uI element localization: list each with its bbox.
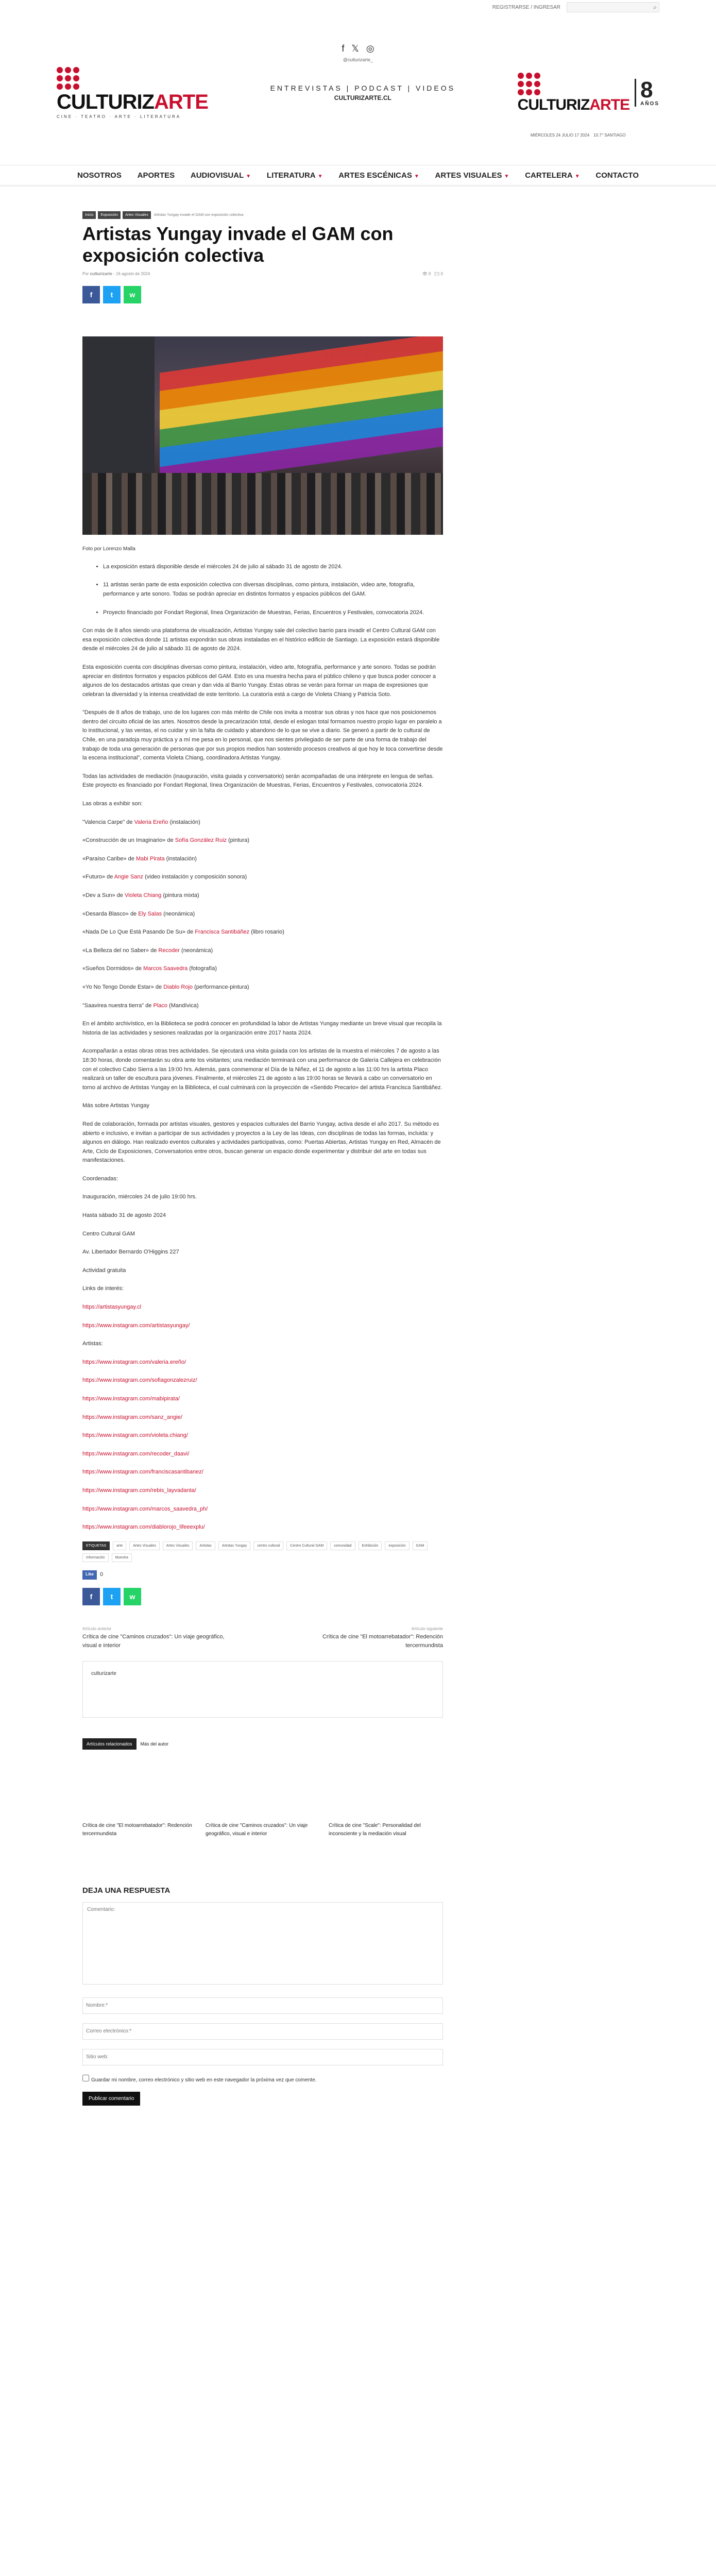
external-link[interactable]: https://artistasyungay.cl	[82, 1304, 142, 1311]
paragraph: Esta exposición cuenta con disciplinas diversas como pintura, instalación, video arte, fotografía, performance y arte sonoro. Todas se podrán apreciar en distintos formatos y espacios públicos del GAM. Esto es una muestra hecha para el público chileno y que busca poder conocer a algunos de los destacados artistas que crean y dan vida al Barrio Yungay. Estas obras se verán para formar un mapa de expresiones que celebran la diversidad y la intensa creatividad de este territorio. La curatoría está a cargo de Violeta Chiang y Patricia Soto.	[82, 664, 436, 698]
nav-item[interactable]: ARTES ESCÉNICAS ▼	[338, 171, 419, 180]
share-whatsapp-icon[interactable]: w	[124, 286, 141, 303]
article	[82, 211, 443, 2106]
tag-chip[interactable]: Artistas	[196, 1541, 215, 1550]
related-item[interactable]: Crítica de cine "El motoarrebatador": Redención tercermundista	[82, 1823, 192, 1837]
work-item	[82, 891, 443, 901]
instagram-link[interactable]: https://www.instagram.com/violeta.chiang/	[82, 1432, 188, 1439]
instagram-icon[interactable]: ◎	[366, 43, 374, 54]
work-item	[82, 1002, 443, 1011]
hero-image	[82, 336, 443, 535]
paragraph: Links de interés:	[82, 1285, 124, 1292]
work-extra: (fotografía)	[187, 965, 217, 972]
crumb-artes-visuales[interactable]: Artes Visuales	[123, 211, 151, 219]
tag-chip[interactable]: Artes Visuales	[129, 1541, 160, 1550]
site-logo[interactable]	[57, 67, 208, 119]
paragraph: Las obras a exhibir son:	[82, 801, 143, 807]
instagram-link[interactable]: https://www.instagram.com/franciscasantibanez/	[82, 1469, 203, 1476]
nav-item[interactable]: CARTELERA ▼	[525, 171, 580, 180]
paragraph: Actividad gratuita	[82, 1267, 126, 1274]
paragraph: Todas las actividades de mediación (inauguración, visita guiada y conversatorio) serán acompañadas de una intérprete en lengua de señas. Este proyecto es financiado por Fondart Regional, línea Organización de Muestras, Ferias, Encuentros y Festivales, convocatoria 2024.	[82, 773, 434, 789]
like-count: 0	[100, 1571, 104, 1578]
email-field[interactable]	[82, 2023, 443, 2040]
nav-item[interactable]: CONTACTO	[595, 171, 639, 180]
author-box-name[interactable]: culturizarte	[91, 1670, 116, 1676]
comment-icon: ✉	[434, 271, 440, 276]
comment-form	[82, 1885, 443, 2106]
tag-chip[interactable]: Exhibición	[359, 1541, 382, 1550]
work-title: "Valencia Carpe" de	[82, 819, 134, 825]
nav-item[interactable]: APORTES	[137, 171, 175, 180]
related-item[interactable]: Crítica de cine "Caminos cruzados": Un viaje geográfico, visual e interior	[206, 1823, 308, 1837]
instagram-link[interactable]: https://www.instagram.com/mabipirata/	[82, 1396, 180, 1402]
prev-next	[82, 1626, 443, 1651]
like-button[interactable]: Like	[82, 1570, 97, 1580]
work-item	[82, 964, 443, 974]
work-item	[82, 928, 443, 937]
share-twitter-icon[interactable]: t	[103, 1588, 121, 1605]
work-extra: (video instalación y composición sonora)	[143, 874, 247, 880]
related-tabs	[82, 1738, 443, 1750]
tag-chip[interactable]: Información	[82, 1553, 109, 1562]
next-article-link[interactable]: Crítica de cine "El motoarrebatador": Redención tercermundista	[322, 1633, 443, 1649]
tab-more-author[interactable]: Más del autor	[137, 1738, 173, 1750]
bullet-item: • 11 artistas serán parte de esta exposición colectiva con diversas disciplinas, como pintura, instalación, video arte, fotografía, performance y arte sonoro. Todas se podrán apreciar en distintos formatos y espacios públicos del GAM.	[103, 581, 443, 599]
work-extra: (performance-pintura)	[193, 984, 249, 990]
instagram-link[interactable]: https://www.instagram.com/sofiagonzalezruiz/	[82, 1377, 197, 1384]
bullet-list	[103, 563, 443, 617]
header-right	[518, 73, 659, 113]
work-extra: (neonámica)	[162, 910, 195, 917]
prev-article-link[interactable]: Crítica de cine "Caminos cruzados": Un viaje geográfico, visual e interior	[82, 1633, 225, 1649]
work-extra: (neonámica)	[179, 947, 213, 954]
paragraph: Coordenadas:	[82, 1175, 118, 1182]
crumb-current: Artistas Yungay invade el GAM con exposición colectiva	[154, 213, 244, 217]
share-twitter-icon[interactable]: t	[103, 286, 121, 303]
related-items	[82, 1822, 443, 1838]
paragraph: Más sobre Artistas Yungay	[82, 1103, 150, 1109]
share-buttons	[82, 286, 443, 303]
work-item	[82, 855, 443, 864]
search-icon[interactable]: ⌕	[653, 4, 657, 11]
work-title: «Sueños Dormidos» de	[82, 965, 144, 972]
paragraph: Hasta sábado 31 de agosto 2024	[82, 1212, 166, 1219]
website-field[interactable]	[82, 2049, 443, 2065]
work-item	[82, 910, 443, 919]
artist-link[interactable]: Violeta Chiang	[124, 892, 162, 899]
save-info-checkbox[interactable]	[82, 2075, 89, 2081]
logo-tagline: CINE · TEATRO · ARTE · LITERATURA	[57, 114, 181, 119]
work-title: «Desarda Blasco» de	[82, 910, 139, 917]
logo-prefix: CULTURIZ	[57, 90, 154, 113]
main-nav	[0, 165, 716, 187]
crumb-home[interactable]: Inicio	[82, 211, 96, 219]
weather: 10.7° SANTIAGO	[593, 133, 626, 138]
artist-link[interactable]: Francisca Santibáñez	[195, 929, 250, 936]
comment-textarea[interactable]	[82, 1902, 443, 1985]
article-title: Artistas Yungay invade el GAM con exposición colectiva	[82, 223, 394, 266]
chevron-down-icon: ▼	[574, 173, 580, 179]
paragraphs-second	[82, 1020, 443, 1294]
next-label: Artículo siguiente	[411, 1626, 443, 1631]
anniversary-badge	[635, 79, 659, 107]
work-extra: (instalación)	[164, 855, 197, 862]
work-extra: (pintura)	[227, 837, 250, 844]
links-artists	[82, 1358, 443, 1532]
paragraph: Centro Cultural GAM	[82, 1230, 135, 1237]
tab-related[interactable]: Artículos relacionados	[82, 1738, 137, 1750]
share-facebook-icon[interactable]: f	[82, 286, 100, 303]
search-input[interactable]	[567, 2, 659, 12]
work-extra: (libro rosario)	[249, 929, 284, 936]
logo-suffix: ARTE	[154, 90, 208, 113]
work-item	[82, 983, 443, 992]
social-top	[0, 43, 716, 54]
current-date: MIÉRCOLES 24 JULIO 17 2024	[531, 133, 590, 138]
breadcrumb	[82, 211, 443, 219]
date-weather	[531, 133, 626, 138]
instagram-link[interactable]: https://www.instagram.com/sanz_angie/	[82, 1414, 182, 1420]
years-number: 8	[640, 77, 653, 103]
like-widget	[82, 1570, 443, 1580]
work-title: «Construcción de un Imaginario» de	[82, 837, 175, 844]
header-site[interactable]: CULTURIZARTE.CL	[334, 94, 391, 101]
works-list	[82, 818, 443, 1011]
instagram-link[interactable]: https://www.instagram.com/marcos_saavedra_ph/	[82, 1505, 208, 1512]
instagram-link[interactable]: https://www.instagram.com/diablorojo_lifeeexplu/	[82, 1524, 205, 1531]
eye-icon: 👁	[422, 271, 428, 276]
artists-label: Artistas:	[82, 1341, 103, 1347]
comment-title: DEJA UNA RESPUESTA	[82, 1886, 171, 1895]
paragraph: Acompañarán a estas obras otras tres actividades. Se ejecutará una visita guiada con los artistas de la muestra el miércoles 7 de agosto a las 18:30 horas, donde comentarán su obra ante los visitantes; una mediación terminará con una performance de Galería Callejera en celebración con el colectivo Cabo Sierra a las 19:00 hrs. Además, para conmemorar el Día de la Niñez, el 11 de agosto a las 11:00 hrs la artista Placo realizará un taller de escultura para jóvenes. Finalmente, el miércoles 21 de agosto a las 19:00 horas se llevará a cabo un conversatorio en torno al archivo de Artistas Yungay en la Biblioteca, el cual culminará con la proyección de «Sentido Precario» del artista Francisca Santibáñez.	[82, 1048, 442, 1091]
paragraph: En el ámbito archivístico, en la Biblioteca se podrá conocer en profundidad la labor de Artistas Yungay mediante un breve visual que recopila la historia de las actividades y sesiones realizadas por la organización entre 2017 hasta 2024.	[82, 1021, 442, 1036]
chevron-down-icon: ▼	[504, 173, 509, 179]
photo-credit: Foto por Lorenzo Malla	[82, 546, 135, 552]
tag-chip[interactable]: Artes Visuales	[163, 1541, 193, 1550]
links-main	[82, 1303, 443, 1330]
tag-chip[interactable]: centro cultural	[253, 1541, 283, 1550]
save-info-label: Guardar mi nombre, correo electrónico y sitio web en este navegador la próxima vez que comente.	[91, 2077, 317, 2083]
article-author[interactable]: culturizarte	[90, 271, 112, 276]
nav-item[interactable]: NOSOTROS	[77, 171, 122, 180]
top-bar	[0, 0, 716, 14]
views-count: 0	[429, 271, 431, 276]
twitter-icon[interactable]: 𝕏	[351, 43, 359, 54]
work-title: «Nada De Lo Que Está Pasando De Su» de	[82, 929, 195, 936]
paragraph: Con más de 8 años siendo una plataforma de visualización, Artistas Yungay sale del colectivo barrio para invadir el Centro Cultural GAM con esa exposición colectiva donde 11 artistas expondrán sus obras instaladas en el histórico edificio de Santiago. La exposición estará disponible desde el miércoles 24 de julio al sábado 31 de agosto de 2024.	[82, 628, 440, 652]
comments-count: 0	[440, 271, 443, 276]
related-section	[82, 1738, 443, 1838]
work-extra: (instalación)	[168, 819, 200, 825]
work-extra: (Mandívica)	[167, 1002, 199, 1009]
instagram-link[interactable]: https://www.instagram.com/recoder_daavi/	[82, 1450, 190, 1457]
work-item	[82, 946, 443, 956]
tags-head: ETIQUETAS	[82, 1541, 110, 1550]
chevron-down-icon: ▼	[246, 173, 251, 179]
work-title: «Dev a Sun» de	[82, 892, 125, 899]
site-header	[57, 62, 659, 124]
anniv-suffix: ARTE	[589, 96, 630, 113]
author-box	[82, 1661, 443, 1718]
tag-list	[82, 1541, 443, 1562]
related-item[interactable]: Crítica de cine "Scale": Personalidad del inconsciente y la mediación visual	[329, 1823, 421, 1837]
artist-link[interactable]: Valeria Ereño	[134, 819, 168, 825]
work-title: «Futuro» de	[82, 874, 114, 880]
paragraph: Inauguración, miércoles 24 de julio 19:00 hrs.	[82, 1194, 197, 1200]
anniv-prefix: CULTURIZ	[517, 96, 590, 113]
tag-chip[interactable]: Centro Cultural GAM	[286, 1541, 327, 1550]
work-item	[82, 836, 443, 845]
bullet-item: • La exposición estará disponible desde el miércoles 24 de julio al sábado 31 de agosto de 2024.	[103, 563, 443, 572]
share-facebook-icon[interactable]: f	[82, 1588, 100, 1605]
work-title: «La Belleza del no Saber» de	[82, 947, 159, 954]
artist-link[interactable]: Marcos Saavedra	[143, 965, 188, 972]
nav-item[interactable]: LITERATURA ▼	[266, 171, 323, 180]
prev-label: Artículo anterior	[82, 1626, 112, 1631]
artist-link[interactable]: Mabi Pirata	[135, 855, 165, 862]
name-field[interactable]	[82, 1997, 443, 2014]
submit-comment-button[interactable]: Publicar comentario	[82, 2092, 140, 2106]
instagram-link[interactable]: https://www.instagram.com/rebis_layvadanta/	[82, 1487, 196, 1494]
artist-link[interactable]: Recoder	[158, 947, 180, 954]
nav-item[interactable]: ARTES VISUALES ▼	[435, 171, 509, 180]
share-buttons-bottom	[82, 1588, 443, 1605]
artist-link[interactable]: Angie Sanz	[114, 874, 144, 880]
share-whatsapp-icon[interactable]: w	[124, 1588, 141, 1605]
tag-chip[interactable]: GAM	[413, 1541, 428, 1550]
work-extra: (pintura mixta)	[161, 892, 199, 899]
crumb-exposicion[interactable]: Exposición	[98, 211, 121, 219]
artist-link[interactable]: Diablo Rojo	[163, 984, 193, 990]
artist-link[interactable]: Ely Salas	[138, 910, 162, 917]
work-title: «Yo No Tengo Donde Estar» de	[82, 984, 164, 990]
tag-chip[interactable]: Muestra	[112, 1553, 132, 1562]
instagram-link[interactable]: https://www.instagram.com/valeria.ereño/	[82, 1359, 186, 1365]
login-link[interactable]: REGISTRARSE / INGRESAR	[492, 4, 560, 10]
logo-dots	[57, 67, 208, 90]
header-middle	[270, 84, 455, 101]
facebook-icon[interactable]: f	[342, 43, 345, 54]
chevron-down-icon: ▼	[317, 173, 323, 179]
anniversary-logo	[518, 73, 629, 113]
tag-chip[interactable]: comunidad	[330, 1541, 355, 1550]
header-sections: ENTREVISTAS | PODCAST | VIDEOS	[270, 84, 455, 92]
work-item	[82, 818, 443, 827]
paragraph: Red de colaboración, formada por artistas visuales, gestores y espacios culturales del Barrio Yungay, activa desde el año 2017. Su método es abierto e inclusivo, e invitan a participar de sus actividades y proyectos a la Ley de las Ideas, con disciplinas de todas las formas, incluida: y algunos en diálogo. Han realizado eventos culturales y actividades participativas, como: Puertas Abiertas, Artistas Yungay en Red, Almacén de Arte, Ciclo de Exposiciones, Conversatorios entre otros, buscan generar un espacio donde experimentar y distribuir del arte en todas sus manifestaciones.	[82, 1121, 441, 1164]
nav-item[interactable]: AUDIOVISUAL ▼	[190, 171, 251, 180]
bullet-item: • Proyecto financiado por Fondart Regional, línea Organización de Muestras, Ferias, Encuentros y Festivales, convocatoria 2024.	[103, 608, 443, 618]
work-title: «Paraíso Caribe» de	[82, 855, 136, 862]
tag-chip[interactable]: exposición	[385, 1541, 409, 1550]
tag-chip[interactable]: arte	[113, 1541, 126, 1550]
article-meta: Por culturizarte - 16 agosto de 2024 👁 0 ✉ 0	[82, 271, 443, 276]
work-item	[82, 873, 443, 882]
paragraph: "Después de 8 años de trabajo, uno de los lugares con más mérito de Chile nos invita a mostrar sus obras y nos hace que nos posicionemos dentro del circuito oficial de las artes. Nosotros desde la precarización total, desde el eslogan total formamos nuestro propio lugar en paralelo a lo institucional, y las ventas, el no cuidar y sin la falta de cuidado y abandono de lo que se vive a diario. Se generó a partir de lo cultural de Chile, en una paradoja muy práctica y a mí me pesa en lo personal, que nos sientes privilegiado de ser parte de una forma de trabajo del trabajo de toda una generación de personas que por sus propios medios han sostenido procesos creativos al que hoy le toca convertirse desde la escena institucional", comenta Violeta Chiang, coordinadora Artistas Yungay.	[82, 709, 443, 761]
artist-link[interactable]: Sofía González Ruiz	[175, 837, 227, 844]
paragraph: Av. Libertador Bernardo O'Higgins 227	[82, 1249, 179, 1256]
chevron-down-icon: ▼	[414, 173, 419, 179]
tag-chip[interactable]: Artistas Yungay	[218, 1541, 251, 1550]
artist-link[interactable]: Placo	[153, 1002, 167, 1009]
external-link[interactable]: https://www.instagram.com/artistasyungay/	[82, 1322, 190, 1329]
article-date: 16 agosto de 2024	[115, 271, 150, 276]
social-handle: @culturizarte_	[343, 57, 373, 62]
years-label: AÑOS	[640, 101, 659, 107]
work-title: "Saavirea nuestra tierra" de	[82, 1002, 154, 1009]
